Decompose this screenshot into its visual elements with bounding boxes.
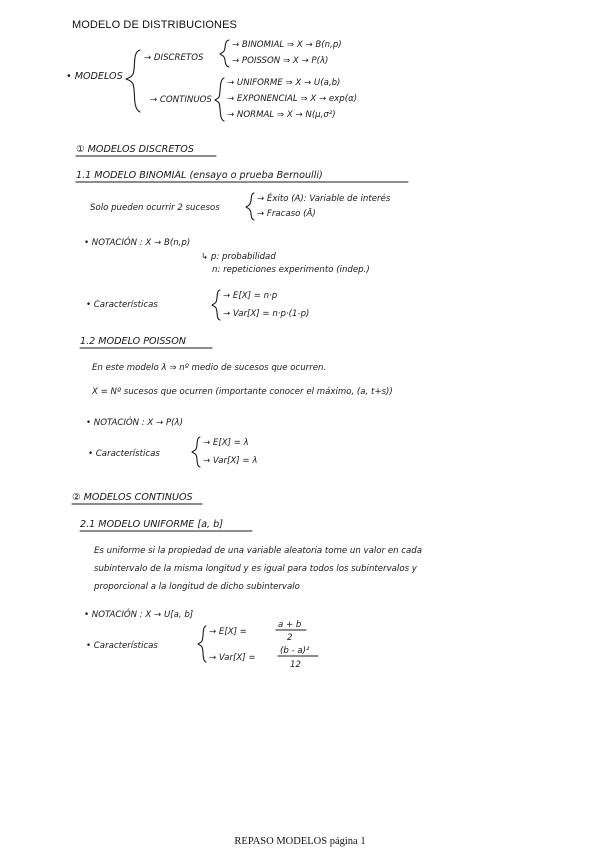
overview-root: • MODELOS	[66, 71, 123, 82]
overview-exponencial: → EXPONENCIAL ⇒ X → exp(α)	[227, 94, 358, 104]
binomial-n-desc: n: repeticiones experimento (indep.)	[212, 265, 370, 275]
poisson-line1: En este modelo λ ⇒ nº medio de sucesos que ocurren.	[92, 363, 327, 373]
binomial-varianza: → Var[X] = n·p·(1-p)	[223, 309, 310, 319]
continuos-brace	[215, 78, 224, 121]
uniforme-varianza-label: → Var[X] =	[209, 653, 256, 663]
poisson-varianza: → Var[X] = λ	[203, 456, 258, 466]
poisson-esperanza: → E[X] = λ	[203, 438, 249, 448]
uniforme-heading: 2.1 MODELO UNIFORME [a, b]	[80, 519, 223, 530]
binomial-intro: Solo pueden ocurrir 2 sucesos	[90, 203, 220, 213]
binomial-intro-brace	[246, 193, 254, 220]
uniforme-esperanza-num: a + b	[278, 620, 302, 630]
uniforme-caract: • Características	[86, 641, 158, 651]
overview-uniforme: → UNIFORME ⇒ X → U(a,b)	[227, 78, 341, 88]
poisson-caract: • Características	[88, 449, 160, 459]
uniforme-caract-brace	[198, 626, 206, 662]
poisson-caract-brace	[192, 437, 200, 467]
page-title: MODELO DE DISTRIBUCIONES	[72, 19, 237, 31]
overview-poisson: → POISSON ⇒ X → P(λ)	[232, 56, 329, 66]
uniforme-varianza-num: (b - a)²	[280, 646, 310, 656]
uniforme-line1: Es uniforme si la propiedad de una variable aleatoria tome un valor en cada	[94, 546, 422, 556]
uniforme-line2: subintervalo de la misma longitud y es igual para todos los subintervalos y	[94, 564, 417, 574]
poisson-notacion: • NOTACIÓN : X → P(λ)	[86, 418, 183, 428]
uniforme-esperanza-label: → E[X] =	[209, 627, 247, 637]
section1-heading: ① MODELOS DISCRETOS	[76, 144, 194, 155]
poisson-line2: X = Nº sucesos que ocurren (importante conocer el máximo, (a, t+s))	[92, 387, 393, 397]
poisson-heading: 1.2 MODELO POISSON	[80, 336, 186, 347]
discretos-brace	[220, 40, 229, 67]
overview-normal: → NORMAL ⇒ X → N(μ,σ²)	[227, 110, 336, 120]
overview-binomial: → BINOMIAL ⇒ X → B(n,p)	[232, 40, 342, 50]
overview-continuos: → CONTINUOS	[150, 95, 212, 105]
uniforme-line3: proporcional a la longitud de dicho subintervalo	[94, 582, 300, 592]
uniforme-esperanza-den: 2	[287, 633, 293, 643]
binomial-exito: → Éxito (A): Variable de interés	[257, 194, 391, 204]
binomial-caract-brace	[212, 290, 220, 320]
uniforme-varianza-den: 12	[290, 660, 301, 670]
binomial-fracaso: → Fracaso (Ā)	[257, 209, 316, 219]
binomial-esperanza: → E[X] = n·p	[223, 291, 278, 301]
binomial-caract: • Características	[86, 300, 158, 310]
section2-heading: ② MODELOS CONTINUOS	[72, 492, 193, 503]
overview-discretos: → DISCRETOS	[144, 53, 204, 63]
binomial-notacion: • NOTACIÓN : X → B(n,p)	[84, 238, 191, 248]
binomial-heading: 1.1 MODELO BINOMIAL (ensayo o prueba Bernoulli)	[76, 170, 323, 181]
uniforme-notacion: • NOTACIÓN : X → U[a, b]	[84, 610, 194, 620]
overview-brace	[126, 50, 140, 112]
page-footer: REPASO MODELOS página 1	[234, 836, 366, 847]
binomial-p-desc: ↳ p: probabilidad	[201, 252, 276, 262]
